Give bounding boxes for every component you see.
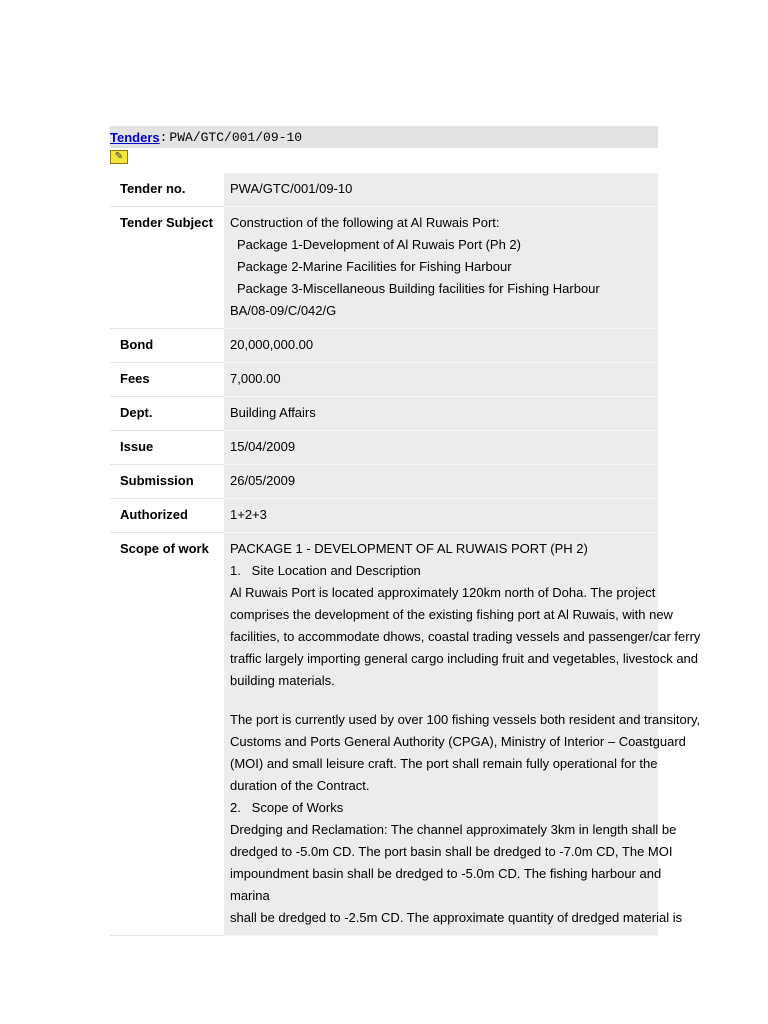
scope-line: Al Ruwais Port is located approximately 120km north of Doha. The project bbox=[230, 585, 656, 600]
table-row bbox=[110, 363, 658, 397]
subject-line: BA/08-09/C/042/G bbox=[230, 303, 337, 318]
fees-label: Fees bbox=[110, 363, 224, 397]
scope-line: (MOI) and small leisure craft. The port shall remain fully operational for the bbox=[230, 756, 658, 771]
submission-label: Submission bbox=[110, 465, 224, 499]
issue-label: Issue bbox=[110, 431, 224, 465]
scope-line: Customs and Ports General Authority (CPGA), Ministry of Interior – Coastguard bbox=[230, 734, 686, 749]
scope-line: comprises the development of the existing fishing port at Al Ruwais, with new bbox=[230, 607, 673, 622]
scope-heading: PACKAGE 1 - DEVELOPMENT OF AL RUWAIS PORT (PH 2) bbox=[230, 541, 588, 556]
table-row bbox=[110, 465, 658, 499]
submission-value: 26/05/2009 bbox=[224, 465, 658, 499]
subject-line: Construction of the following at Al Ruwais Port: bbox=[230, 215, 500, 230]
tenders-link[interactable]: Tenders bbox=[110, 129, 160, 145]
scope-line: shall be dredged to -2.5m CD. The approximate quantity of dredged material is bbox=[230, 910, 683, 925]
dept-value: Building Affairs bbox=[224, 397, 658, 431]
table-row bbox=[110, 499, 658, 533]
scope-label: Scope of work bbox=[110, 533, 224, 936]
issue-value: 15/04/2009 bbox=[224, 431, 658, 465]
tender-subject-value bbox=[224, 207, 658, 329]
table-row bbox=[110, 329, 658, 363]
scope-line: The port is currently used by over 100 fishing vessels both resident and transitory, bbox=[230, 712, 701, 727]
bond-value: 20,000,000.00 bbox=[224, 329, 658, 363]
dept-label: Dept. bbox=[110, 397, 224, 431]
scope-line: duration of the Contract. bbox=[230, 778, 370, 793]
section-title: 1. Site Location and Description bbox=[230, 563, 421, 578]
table-row bbox=[110, 173, 658, 207]
table-row bbox=[110, 397, 658, 431]
scope-value bbox=[224, 533, 701, 936]
tender-no-value: PWA/GTC/001/09-10 bbox=[224, 173, 658, 207]
table-row bbox=[110, 431, 658, 465]
tender-detail-page bbox=[110, 126, 701, 936]
section-title: 2. Scope of Works bbox=[230, 800, 344, 815]
tender-code-heading: PWA/GTC/001/09-10 bbox=[169, 129, 303, 145]
fees-value: 7,000.00 bbox=[224, 363, 658, 397]
pencil-edit-icon[interactable]: ✎ bbox=[110, 150, 128, 164]
subject-line: Package 1-Development of Al Ruwais Port (Ph 2) bbox=[237, 237, 521, 252]
tender-details-table bbox=[110, 173, 701, 936]
tender-no-label: Tender no. bbox=[110, 173, 224, 207]
scope-line: traffic largely importing general cargo including fruit and vegetables, livestock and bbox=[230, 651, 699, 666]
subject-line: Package 2-Marine Facilities for Fishing Harbour bbox=[237, 259, 512, 274]
tender-subject-label: Tender Subject bbox=[110, 207, 224, 329]
table-row bbox=[110, 533, 658, 936]
authorized-value: 1+2+3 bbox=[224, 499, 658, 533]
scope-line: Dredging and Reclamation: The channel approximately 3km in length shall be bbox=[230, 822, 677, 837]
edit-row bbox=[110, 148, 658, 166]
subject-line: Package 3-Miscellaneous Building facilities for Fishing Harbour bbox=[237, 281, 600, 296]
authorized-label: Authorized bbox=[110, 499, 224, 533]
scope-line: facilities, to accommodate dhows, coastal trading vessels and passenger/car ferry bbox=[230, 629, 701, 644]
table-row bbox=[110, 207, 658, 329]
scope-line: impoundment basin shall be dredged to -5.0m CD. The fishing harbour and marina bbox=[230, 866, 662, 903]
breadcrumb-separator: : bbox=[159, 129, 168, 145]
breadcrumb-bar bbox=[110, 126, 658, 148]
bond-label: Bond bbox=[110, 329, 224, 363]
scope-line: building materials. bbox=[230, 673, 335, 688]
scope-line: dredged to -5.0m CD. The port basin shall be dredged to -7.0m CD, The MOI bbox=[230, 844, 673, 859]
